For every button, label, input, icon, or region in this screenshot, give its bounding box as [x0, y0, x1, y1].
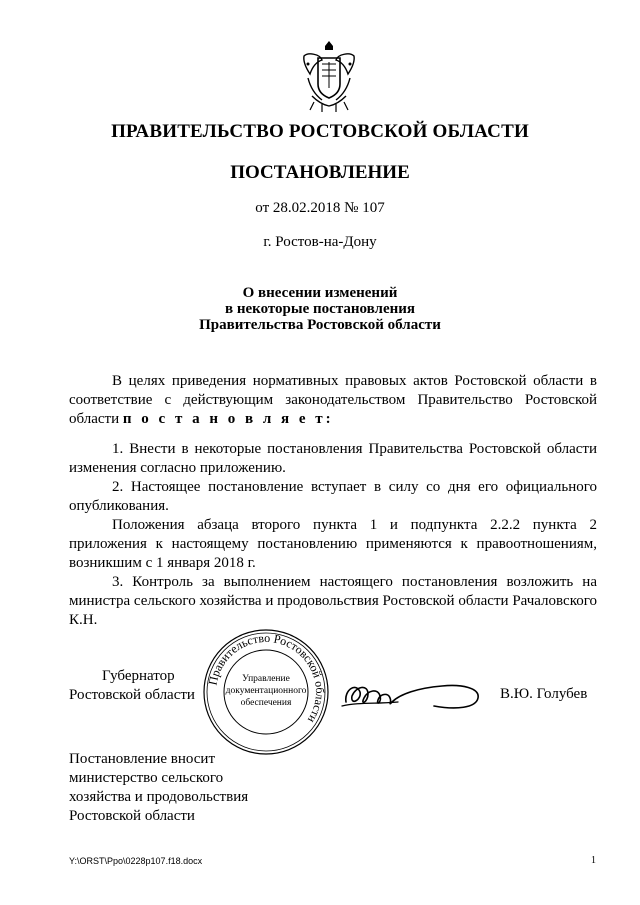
stamp-inner-line: обеспечения: [240, 698, 292, 708]
subject-line: в некоторые постановления: [224, 301, 416, 317]
signatory-position: [69, 667, 195, 705]
coat-of-arms-icon: [298, 38, 360, 114]
document-type: ПОСТАНОВЛЕНИЕ: [230, 162, 410, 183]
resolution-item: Положения абзаца второго пункта 1 и подпункта 2.2.2 пункта 2 приложения к настоящему постановлению применяются к правоотношениям, возникшим с 1 января 2018 г.: [69, 517, 597, 571]
official-stamp: [202, 628, 330, 756]
handwritten-signature: [338, 672, 486, 720]
position-line: Губернатор: [102, 668, 175, 684]
preamble: [69, 372, 597, 429]
resolution-items: [69, 440, 597, 630]
resolves-word: п о с т а н о в л я е т:: [122, 411, 334, 427]
submitted-by-note: [69, 750, 248, 826]
file-path: Y:\ORST\Ppo\0228p107.f18.docx: [69, 856, 203, 866]
resolution-item: 2. Настоящее постановление вступает в силу со дня его официального опубликования.: [69, 479, 597, 514]
note-line: министерство сельского: [69, 770, 224, 786]
stamp-inner-line: документационного: [225, 686, 307, 696]
position-line: Ростовской области: [69, 687, 195, 703]
signatory-name: В.Ю. Голубев: [500, 686, 588, 702]
note-line: хозяйства и продовольствия: [69, 789, 249, 805]
resolution-item: 1. Внести в некоторые постановления Правительства Ростовской области изменения согласно приложению.: [69, 441, 597, 476]
page-number: 1: [591, 855, 596, 866]
subject-line: О внесении изменений: [242, 285, 398, 301]
note-line: Постановление вносит: [69, 751, 216, 767]
document-city: г. Ростов-на-Дону: [263, 234, 377, 250]
stamp-inner-line: Управление: [242, 674, 290, 684]
preamble-text: В целях приведения нормативных правовых актов Ростовской области в соответствие с действующим законодательством Правительство Ростовской области: [69, 373, 597, 427]
stamp-ring-text: Правительство Ростовской области: [205, 630, 328, 726]
resolution-item: 3. Контроль за выполнением настоящего постановления возложить на министра сельского хозяйства и продовольствия Ростовской области Рачаловского К.Н.: [69, 574, 597, 628]
government-title: ПРАВИТЕЛЬСТВО РОСТОВСКОЙ ОБЛАСТИ: [111, 121, 529, 142]
note-line: Ростовской области: [69, 808, 195, 824]
document-date-number: от 28.02.2018 № 107: [255, 200, 385, 216]
subject-line: Правительства Ростовской области: [199, 317, 441, 333]
document-subject: [0, 285, 640, 333]
